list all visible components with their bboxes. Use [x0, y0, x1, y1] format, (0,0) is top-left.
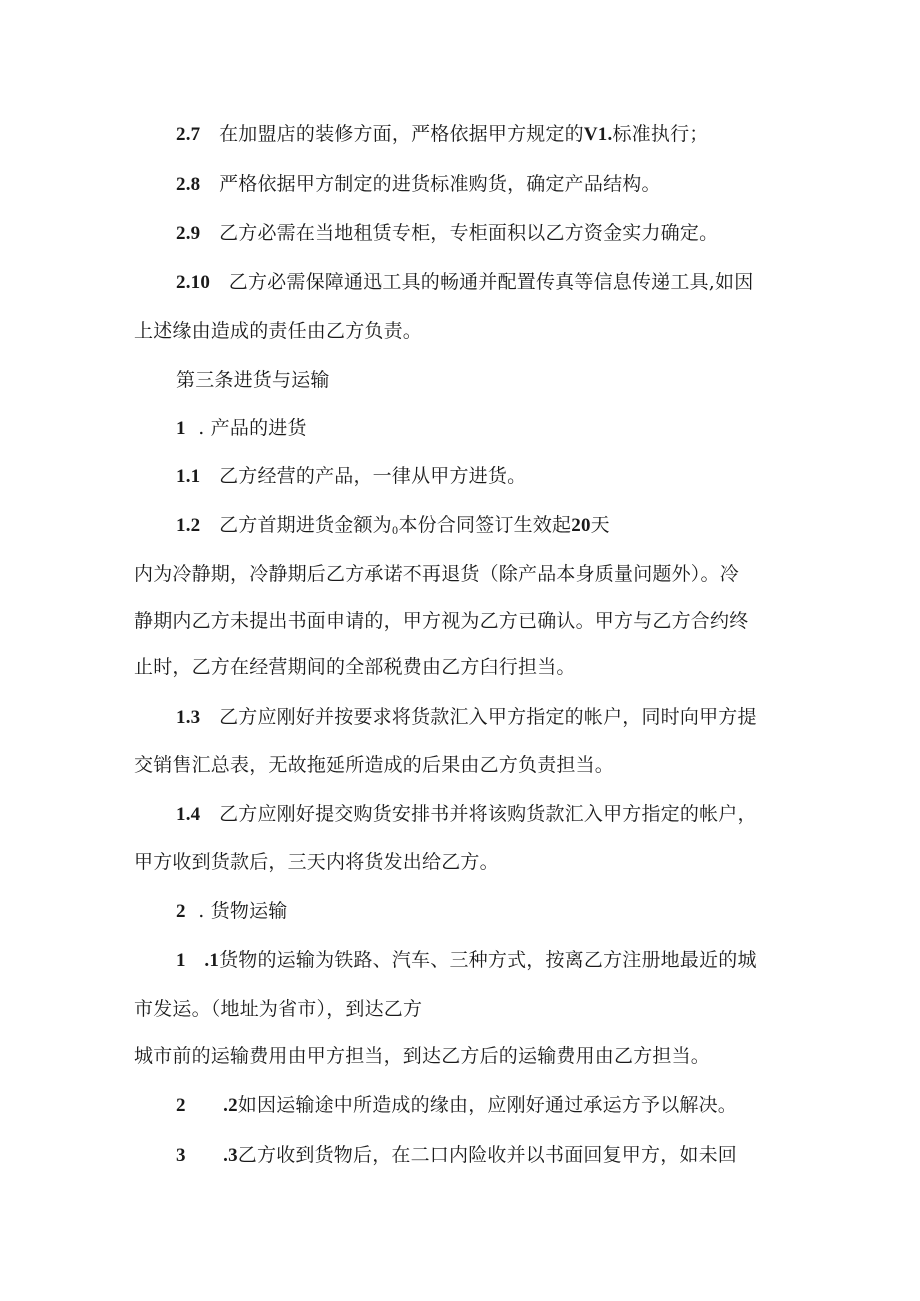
clause-1-2-line2: 内为冷静期，冷静期后乙方承诺不再退货（除产品本身质量问题外）。冷 [134, 563, 739, 585]
clause-number: 1.2 [176, 515, 201, 536]
clause-text: 严格依据甲方制定的进货标准购货，确定产品结构。 [219, 173, 661, 195]
clause-2-9 [176, 221, 718, 246]
clause-subnumber: .1 [204, 950, 220, 971]
transport-clause-3 [176, 1143, 737, 1168]
transport-clause-1-line2: 市发运。（地址为省市），到达乙方 [134, 998, 423, 1020]
clause-number: 3 [176, 1145, 186, 1166]
clause-1-2-line1 [176, 513, 610, 544]
clause-text-mid: 本份合同签订生效起 [398, 514, 572, 536]
section-2-heading [176, 899, 287, 924]
clause-2-10-line1 [176, 270, 753, 295]
section-title: . 产品的进货 [198, 417, 307, 439]
clause-text: 乙方首期进货金额为 [219, 514, 392, 536]
clause-1-2-line3: 静期内乙方未提出书面申请的，甲方视为乙方已确认。甲方与乙方合约终 [134, 610, 749, 632]
clause-2-8 [176, 172, 661, 197]
clause-number: 1.4 [176, 804, 201, 825]
clause-number: 1 [176, 950, 186, 971]
clause-bold-text: V1. [583, 124, 613, 145]
transport-clause-1-line3: 城市前的运输费用由甲方担当，到达乙方后的运输费用由乙方担当。 [134, 1045, 711, 1067]
clause-2-7 [176, 122, 708, 147]
clause-1-1 [176, 464, 526, 489]
clause-number: 2.7 [176, 124, 201, 145]
clause-1-4-line2: 甲方收到货款后，三天内将货发出给乙方。 [134, 851, 499, 873]
clause-number: 2 [176, 1095, 186, 1116]
clause-text: 乙方必需在当地租赁专柜，专柜面积以乙方资金实力确定。 [219, 222, 719, 244]
clause-text: 货物的运输为铁路、汽车、三种方式，按离乙方注册地最近的城 [219, 949, 757, 971]
clause-subnumber: .2 [223, 1095, 238, 1116]
subscript-value: 0 [391, 526, 399, 537]
clause-2-10-line2: 上述缘由造成的责任由乙方负责。 [134, 320, 423, 342]
clause-1-3-line1 [176, 705, 757, 730]
transport-clause-2 [176, 1093, 737, 1118]
clause-text: 在加盟店的装修方面，严格依据甲方规定的 [219, 123, 584, 145]
section-number: 2 [176, 901, 186, 922]
clause-1-4-line1 [176, 802, 757, 827]
clause-number: 2.8 [176, 174, 201, 195]
clause-number: 2.9 [176, 223, 201, 244]
clause-text-end: 标准执行； [612, 123, 709, 145]
clause-text: 乙方经营的产品，一律从甲方进货。 [219, 465, 527, 487]
clause-number: 1.3 [176, 707, 201, 728]
transport-clause-1-line1 [176, 948, 757, 973]
clause-text: 乙方收到货物后，在二口内险收并以书面回复甲方，如未回 [237, 1144, 737, 1166]
article-3-heading: 第三条进货与运输 [176, 369, 330, 391]
clause-text: 乙方应刚好并按要求将货款汇入甲方指定的帐户，同时向甲方提 [219, 706, 757, 728]
section-number: 1 [176, 418, 186, 439]
clause-1-2-line4: 止时，乙方在经营期间的全部税费由乙方臼行担当。 [134, 656, 576, 678]
clause-number: 1.1 [176, 466, 201, 487]
clause-1-3-line2: 交销售汇总表，无故拖延所造成的后果由乙方负责担当。 [134, 754, 615, 776]
section-1-heading [176, 416, 307, 441]
days-value: 20 [571, 515, 591, 536]
clause-text: 如因运输途中所造成的缘由，应刚好通过承运方予以解决。 [237, 1094, 737, 1116]
clause-text: 乙方必需保障通迅工具的畅通并配置传真等信息传递工具,如因 [228, 271, 754, 293]
clause-subnumber: .3 [223, 1145, 238, 1166]
clause-number: 2.10 [176, 272, 211, 293]
section-title: . 货物运输 [198, 900, 288, 922]
clause-text-end: 天 [590, 514, 610, 536]
clause-text: 乙方应刚好提交购货安排书并将该购货款汇入甲方指定的帐户， [219, 803, 757, 825]
